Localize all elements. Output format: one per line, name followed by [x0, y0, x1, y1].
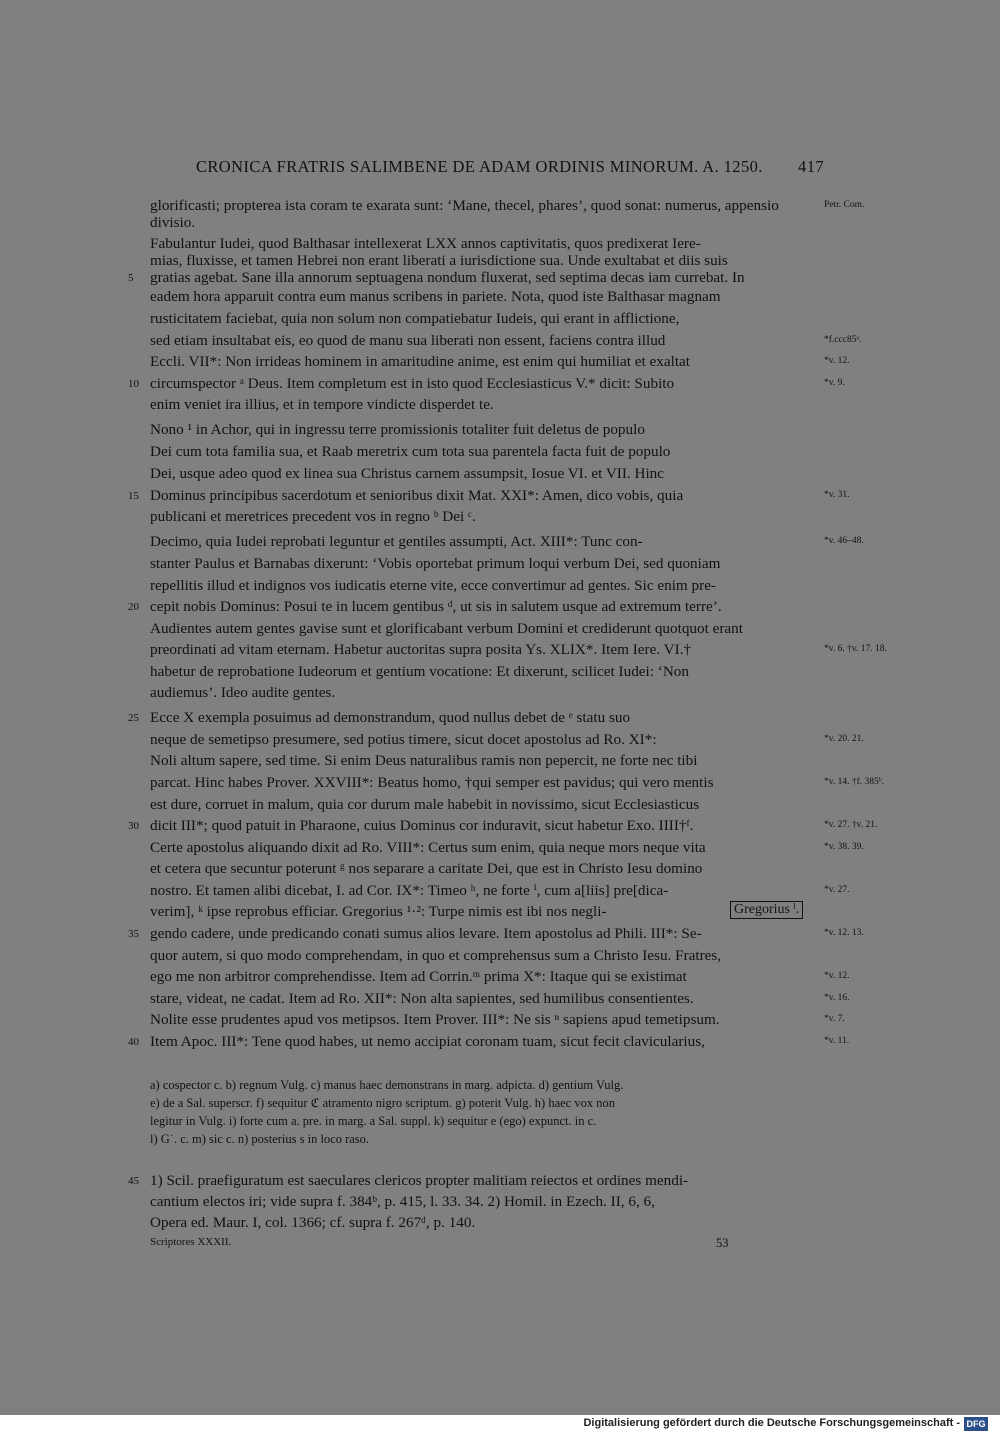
line-number: 45 [128, 1175, 139, 1187]
body_lines-line: preordinati ad vitam eternam. Habetur auctoritas supra posita Ys. XLIX*. Item Iere. VI.† [150, 641, 692, 658]
body_lines-line: stanter Paulus et Barnabas dixerunt: ‘Vobis oportebat primum loqui verbum Dei, sed quoniam [150, 555, 721, 572]
dfg-credit-bar [0, 1415, 1000, 1434]
margin-reference: *v. 12. 13. [824, 928, 864, 938]
dfg-credit-text: Digitalisierung gefördert durch die Deutsche Forschungsgemeinschaft - [583, 1417, 960, 1429]
body_lines-line: et cetera que secuntur poterunt ᵍ nos separare a caritate Dei, que est in Christo Iesu domino [150, 860, 703, 877]
margin-reference: *v. 27. [824, 885, 850, 895]
body_lines-line: Decimo, quia Iudei reprobati leguntur et gentiles assumpti, Act. XIII*: Tunc con- [150, 533, 643, 550]
body_lines-line: Certe apostolus aliquando dixit ad Ro. VIII*: Certus sum enim, quia neque mors neque vita [150, 839, 706, 856]
body_lines-line: parcat. Hinc habes Prover. XXVIII*: Beatus homo, †qui semper est pavidus; qui vero mentis [150, 774, 714, 791]
line-number: 40 [128, 1036, 139, 1048]
body_lines-line: ego me non arbitror comprehendisse. Item ad Corrin.ᵐ prima X*: Itaque qui se existimat [150, 968, 687, 985]
body_lines-line: sed etiam insultabat eis, eo quod de manu sua liberati non essent, faciens contra illud [150, 332, 666, 349]
body_lines-line: nostro. Et tamen alibi dicebat, I. ad Cor. IX*: Timeo ʰ, ne forte ⁱ, cum a[liis] pre[dica- [150, 882, 669, 899]
margin-reference: *v. 46–48. [824, 536, 864, 546]
running-header [196, 157, 824, 177]
body_lines-line: Nono ¹ in Achor, qui in ingressu terre promissionis totaliter fuit deletus de populo [150, 421, 645, 438]
body_lines-line: gendo cadere, unde predicando conati sumus alios levare. Item apostolus ad Phili. III*: Se- [150, 925, 702, 942]
body_lines-line: rusticitatem faciebat, quia non solum non compatiebatur Iudeis, qui erant in afflictione, [150, 310, 680, 327]
body_lines-line: habetur de reprobatione Iudeorum et gentium vocatione: Et dixerunt, scilicet Iudei: ‘Non [150, 663, 689, 680]
footnotes-line: cantium electos iri; vide supra f. 384ᵇ, p. 415, l. 33. 34. 2) Homil. in Ezech. II, 6, 6, [150, 1193, 655, 1210]
margin-reference: Petr. Com. [824, 200, 865, 210]
notes-line: e) de a Sal. superscr. f) sequitur ℭ atramento nigro scriptum. g) poterit Vulg. h) haec vox non [150, 1096, 615, 1110]
body_lines-line: Dominus principibus sacerdotum et senioribus dixit Mat. XXI*: Amen, dico vobis, quia [150, 487, 684, 504]
line-number: 5 [128, 272, 134, 284]
body_lines-line: Nolite esse prudentes apud vos metipsos. Item Prover. III*: Ne sis ⁿ sapiens apud temetipsum. [150, 1011, 720, 1028]
margin-reference: *v. 31. [824, 490, 850, 500]
body_lines-line: publicani et meretrices precedent vos in regno ᵇ Dei ᶜ. [150, 508, 476, 525]
body_lines-line: glorificasti; propterea ista coram te exarata sunt: ‘Mane, thecel, phares’, quod sonat: numerus, appensio [150, 197, 779, 214]
body_lines-line: mias, fluxisse, et tamen Hebrei non erant liberati a iurisdictione sua. Unde exultabat et diis suis [150, 252, 728, 269]
footnotes-line: Opera ed. Maur. I, col. 1366; cf. supra f. 267ᵈ, p. 140. [150, 1214, 476, 1231]
body_lines-line: dicit III*; quod patuit in Pharaone, cuius Dominus cor induravit, sicut habetur Exo. IIII†ᶠ. [150, 817, 694, 834]
margin-reference: *v. 12. [824, 971, 850, 981]
body_lines-line: divisio. [150, 214, 196, 231]
body_lines-line: Eccli. VII*: Non irrideas hominem in amaritudine anime, est enim qui humiliat et exaltat [150, 353, 690, 370]
notes-line: legitur in Vulg. i) forte cum a. pre. in marg. a Sal. suppl. k) sequitur e (ego) expunct. in c. [150, 1114, 597, 1128]
margin-reference: *v. 12. [824, 356, 850, 366]
body_lines-line: stare, videat, ne cadat. Item ad Ro. XII*: Non alta sapientes, sed humilibus consentientes. [150, 990, 694, 1007]
notes-line: a) cospector c. b) regnum Vulg. c) manus haec demonstrans in marg. adpicta. d) gentium Vulg. [150, 1078, 624, 1092]
margin-reference: *v. 20. 21. [824, 734, 864, 744]
line-number: 20 [128, 601, 139, 613]
body_lines-line: Noli altum sapere, sed time. Si enim Deus naturalibus ramis non pepercit, ne forte nec tibi [150, 752, 698, 769]
sheet-signature: 53 [716, 1236, 729, 1250]
series-signature: Scriptores XXXII. [150, 1236, 232, 1248]
body_lines-line: Dei cum tota familia sua, et Raab meretrix cum tota sua parentela facta fuit de populo [150, 443, 671, 460]
margin-reference: *v. 9. [824, 378, 845, 388]
notes-line: l) G˙. c. m) sic c. n) posterius s in loco raso. [150, 1132, 370, 1146]
body_lines-line: eadem hora apparuit contra eum manus scribens in pariete. Nota, quod iste Balthasar magnam [150, 288, 721, 305]
body_lines-line: Fabulantur Iudei, quod Balthasar intellexerat LXX annos captivitatis, quos predixerat Iere- [150, 235, 701, 252]
margin-reference: *v. 16. [824, 993, 850, 1003]
line-number: 15 [128, 490, 139, 502]
line-number: 10 [128, 378, 139, 390]
body_lines-line: verim], ᵏ ipse reprobus efficiar. Gregorius ¹·²: Turpe nimis est ibi nos negli- [150, 903, 607, 920]
margin-reference: *v. 11. [824, 1036, 850, 1046]
page-number: 417 [798, 157, 824, 176]
running-title: CRONICA FRATRIS SALIMBENE DE ADAM ORDINIS MINORUM. A. 1250. [196, 157, 763, 176]
body_lines-line: Dei, usque adeo quod ex linea sua Christus carnem assumpsit, Iosue VI. et VII. Hinc [150, 465, 665, 482]
body_lines-line: enim veniet ira illius, et in tempore vindicte disperdet te. [150, 396, 494, 413]
line-number: 30 [128, 820, 139, 832]
body_lines-line: repellitis illud et indignos vos iudicatis eterne vite, ecce convertimur ad gentes. Sic enim pre- [150, 577, 716, 594]
boxed-marginal-note: Gregorius ˡ. [730, 901, 803, 919]
footnotes-line: 1) Scil. praefiguratum est saeculares clericos propter malitiam reiectos et ordines mendi- [150, 1172, 689, 1189]
body_lines-line: neque de semetipso presumere, sed potius timere, sicut docet apostolus ad Ro. XI*: [150, 731, 657, 748]
body_lines-line: est dure, corruet in malum, quia cor durum male habebit in novissimo, sicut Ecclesiasticus [150, 796, 700, 813]
margin-reference: *v. 7. [824, 1014, 845, 1024]
margin-reference: *v. 38. 39. [824, 842, 864, 852]
body_lines-line: quor autem, si quo modo comprehendam, in quo et comprehensus sum a Christo Iesu. Fratres, [150, 947, 722, 964]
body_lines-line: audiemus’. Ideo audite gentes. [150, 684, 336, 701]
margin-reference: *v. 14. †f. 385ᵇ. [824, 777, 885, 787]
body_lines-line: Item Apoc. III*: Tene quod habes, ut nemo accipiat coronam tuam, sicut fecit clavicularius, [150, 1033, 705, 1050]
body_lines-line: cepit nobis Dominus: Posui te in lucem gentibus ᵈ, ut sis in salutem usque ad extremum terre’. [150, 598, 722, 615]
body_lines-line: gratias agebat. Sane illa annorum septuagena nondum fluxerat, sed septima decas iam currebat. In [150, 269, 745, 286]
margin-reference: *v. 6. †v. 17. 18. [824, 644, 887, 654]
dfg-logo: DFG [964, 1417, 988, 1431]
margin-reference: *v. 27. †v. 21. [824, 820, 878, 830]
line-number: 25 [128, 712, 139, 724]
body_lines-line: Audientes autem gentes gavise sunt et glorificabant verbum Domini et crediderunt quotquot erant [150, 620, 743, 637]
body_lines-line: circumspector ᵃ Deus. Item completum est in isto quod Ecclesiasticus V.* dicit: Subito [150, 375, 675, 392]
line-number: 35 [128, 928, 139, 940]
margin-reference: *f.ccc85ᵃ. [824, 335, 862, 345]
body_lines-line: Ecce X exempla posuimus ad demonstrandum, quod nullus debet de ᵉ statu suo [150, 709, 631, 726]
